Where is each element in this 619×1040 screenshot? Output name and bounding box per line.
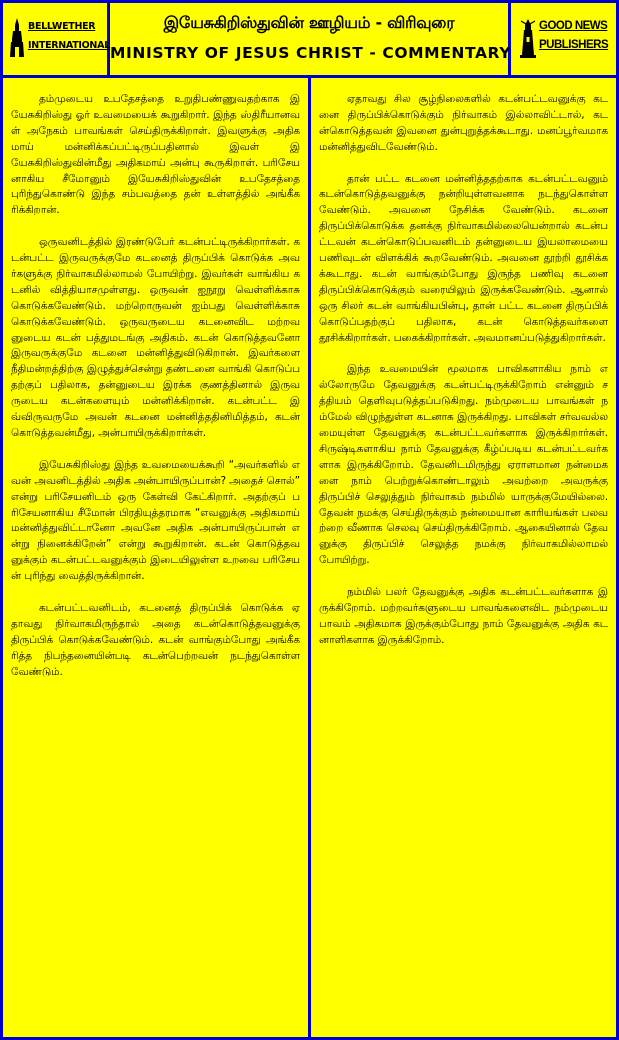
left-text-column [3,78,308,1037]
english-title: MINISTRY OF JESUS CHRIST - COMMENTARY [110,44,512,62]
lighthouse-icon [519,17,537,59]
right-logo-line1: GOOD NEWS [539,20,608,32]
page-header [110,3,512,75]
paragraph: ஒருவனிடத்தில் இரண்டுபேர் கடன்பட்டிருக்கிறார்கள். கடன்பட்ட இருவருக்குமே கடனைத் திருப்பிக் கொடுக்க அவர்களுக்கு நிர்வாகமில்லாமல் போயிற்று. இவர்கள் வாங்கிய கடனில் வித்தியாசமுள்ளது. ஒருவன் ஐநூறு வெள்ளிக்காசு கொடுக்கவேண்டும். மற்றொருவன் ஐம்பது வெள்ளிக்காசு கொடுக்கவேண்டும். ஒருவருடைய கடனைவிட மற்றவனுடைய கடன் பத்துமடங்கு அதிகம். கடன் கொடுத்தவனோ இருவருக்குமே கடனை மன்னித்துவிடுகிறான். இவர்களை நீதிமன்றத்திற்கு இழுத்துச்சென்று தண்டனை வாங்கி கொடுப்பதற்குப் பதிலாக, தன்னுடைய இரக்க குணத்தினால் இருவருடைய கடன்களையும் மன்னிக்கிறான். கடன்பட்ட இவ்விருவருமே அவன் கடனை மன்னித்ததினிமித்தம், கடன் கொடுத்தவன்மீது, அன்பாயிருக்கிறார்கள். [11,236,300,440]
paragraph: கடன்பட்டவனிடம், கடனைத் திருப்பிக் கொடுக்க ஏதாவது நிர்வாகமிருந்தால் அதை கடன்கொடுத்தவனுக்கு திருப்பிக் கொடுக்கவேண்டும். கடன் வாங்கும்போது அங்கீகரித்த நிபந்தனையின்படி கடன்பெற்றவன் நடந்துகொள்ளவேண்டும். [11,601,300,678]
paragraph: இயேசுகிறிஸ்து இந்த உவமையைக்கூறி “அவர்களில் எவன் அவனிடத்தில் அதிக அன்பாயிருப்பான்? அதைச் சொல்” என்று பரிசேயனிடம் ஒரு கேள்வி கேட்கிறார். அதற்குப் பரிசேயனாகிய சீமோன் பிரதியுத்தரமாக “எவனுக்கு அதிகமாய் மன்னித்துவிட்டானோ அவனே அதிக அன்பாயிருப்பான் என்று நினைக்கிறேன்” என்று கூறுகிறான். கடன் கொடுத்தவனுக்கும் கடன்பட்டவனுக்கும் இடையிலுள்ள உறவை பரிசேயன் புரிந்து வைத்திருக்கிறான். [11,458,300,583]
right-logo-line2: PUBLISHERS [539,39,609,51]
publisher-logo-right [511,3,616,75]
left-logo-line2: INTERNATIONAL [28,40,110,51]
paragraph: இந்த உவமையின் மூலமாக பாவிகளாகிய நாம் எல்லோருமே தேவனுக்கு கடன்பட்டிருக்கிறோம் என்னும் சத்தியம் தெளிவுபடுத்தப்படுகிறது. நம்முடைய பாவங்கள் நம்மேல் விழுந்துள்ள கடனாக இருக்கிறது. பாவிகள் சர்வவல்லமையுள்ள தேவனுக்கு கடன்பட்டவர்களாக இருக்கிறார்கள். சிருஷ்டிகளாகிய நாம் தேவனுக்கு கீழ்ப்படிய கடன்பட்டவர்களாக இருக்கிறோம். தேவனிடமிருந்து ஏராளமான நன்மைகளை நாம் பெற்றுக்கொண்டாலும் அவற்றை அவருக்கு திருப்பிச் செலுத்தும் நிர்வாகம் நம்மில் யாருக்குமேயில்லை. தேவன் நமக்கு செய்திருக்கும் நன்மையான காரியங்கள் பலவற்றை வீணாக செலவு செய்திருக்கிறோம். ஆகையினால் தேவனுக்கு திருப்பிச் செலுத்த நமக்கு நிர்வாகமில்லாமல் போயிற்று. [319,363,608,567]
paragraph: ஏதாவது சில சூழ்நிலைகளில் கடன்பட்டவனுக்கு கடனை திருப்பிக்கொடுக்கும் நிர்வாகம் இல்லாவிட்டால், கடன்கொடுத்தவன் இவனை துன்புறுத்தக்கூடாது. மனப்பூர்வமாக மன்னித்துவிடவேண்டும். [319,93,608,153]
bellwether-tower-icon [9,17,25,59]
paragraph: தம்முடைய உபதேசத்தை உறுதிபண்ணுவதற்காக இயேசுகிறிஸ்து ஓர் உவமையைக் கூறுகிறார். இந்த ஸ்திரீயானவள் அநேகம் பாவங்கள் செய்திருக்கிறாள். இவளுக்கு அதிகமாய் மன்னிக்கப்பட்டிருப்பதினால் இவள் இயேசுகிறிஸ்துவின்மீது அதிகமாய் அன்பு கூருகிறாள். பரிசேயனாகிய சீமோனும் இயேசுகிறிஸ்துவின் உபதேசத்தை புரிந்துகொண்டு இந்த சம்பவத்தை தன் உள்ளத்தில் அங்கீகரிக்கிறான். [11,93,300,217]
tamil-title: இயேசுகிறிஸ்துவின் ஊழியம் - விரிவுரை [163,13,455,32]
paragraph: தான் பட்ட கடனை மன்னித்ததற்காக கடன்பட்டவனும் கடன்கொடுத்தவனுக்கு நன்றியுள்ளவனாக நடந்துகொள்ளவேண்டும். அவனை நேசிக்க வேண்டும். கடனை திருப்பிக்கொடுக்க தனக்கு நிர்வாகமில்லையென்றால் கடன்பட்டவன் கடன்கொடுப்பவனிடம் தன்னுடைய இயலாமையை பணிவுடன் விளக்கிக் கூறவேண்டும். அவனை தூற்றி தூசிக்கக்கூடாது. கடன் வாங்கும்போது இருந்த பணிவு கடனை திருப்பிக்கொடுக்கும் வரையிலும் இருக்கவேண்டும். ஆனால் ஒரு சிலர் கடன் வாங்கியபின்பு, தான் பட்ட கடனை திருப்பிக் கொடுப்பதற்குப் பதிலாக, கடன் கொடுத்தவர்களை தூசிக்கிறார்கள். பகைக்கிறார்கள். அவமானப்படுத்துகிறார்கள். [319,172,608,344]
publisher-logo-left [3,3,110,75]
right-text-column [311,78,616,1037]
paragraph: நம்மில் பலர் தேவனுக்கு அதிக கடன்பட்டவர்களாக இருக்கிறோம். மற்றவர்களுடைய பாவங்களைவிட நம்முடைய பாவம் அதிகமாக இருக்கும்போது நாம் தேவனுக்கு அதிக கடனாளிகளாக இருக்கிறோம். [319,586,608,646]
left-logo-line1: BELLWETHER [28,21,96,32]
